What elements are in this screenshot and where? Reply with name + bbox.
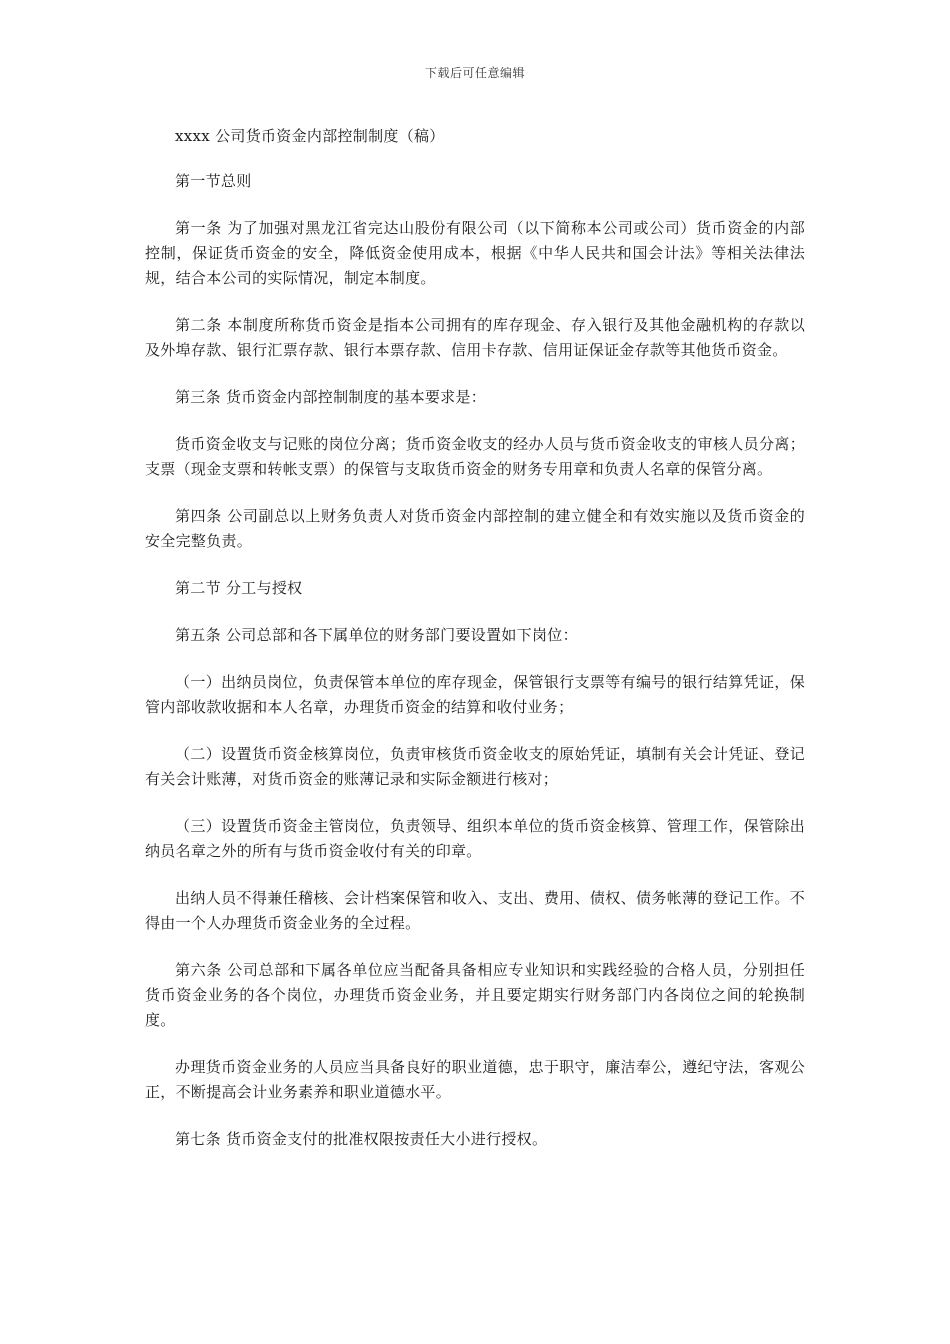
- section-heading-general: 第一节总则: [175, 172, 252, 190]
- paragraph-item-2: （二）设置货币资金核算岗位，负责审核货币资金收支的原始凭证，填制有关会计凭证、登记有关会计账薄，对货币资金的账薄记录和实际金额进行核对；: [145, 745, 805, 788]
- paragraph-ethics: 办理货币资金业务的人员应当具备良好的职业道德，忠于职守，廉洁奉公，遵纪守法，客观公正，不断提高会计业务素养和职业道德水平。: [145, 1058, 805, 1101]
- paragraph-article-2: 第二条 本制度所称货币资金是指本公司拥有的库存现金、存入银行及其他金融机构的存款以及外埠存款、银行汇票存款、银行本票存款、信用卡存款、信用证保证金存款等其他货币资金。: [145, 316, 805, 359]
- section-heading-division: 第二节 分工与授权: [175, 579, 303, 597]
- header-note: 下载后可任意编辑: [424, 66, 525, 80]
- paragraph-article-5: 第五条 公司总部和各下属单位的财务部门要设置如下岗位：: [175, 626, 578, 644]
- paragraph-item-1: （一）出纳员岗位，负责保管本单位的库存现金，保管银行支票等有编号的银行结算凭证，保管内部收款收据和本人名章，办理货币资金的结算和收付业务；: [145, 673, 805, 716]
- paragraph-article-1: 第一条 为了加强对黑龙江省完达山股份有限公司（以下简称本公司或公司）货币资金的内部控制，保证货币资金的安全，降低资金使用成本，根据《中华人民共和国会计法》等相关法律法规，结合本公司的实际情况，制定本制度。: [145, 219, 805, 287]
- paragraph-article-3: 第三条 货币资金内部控制制度的基本要求是：: [175, 388, 487, 406]
- paragraph-article-7: 第七条 货币资金支付的批准权限按责任大小进行授权。: [175, 1130, 548, 1148]
- paragraph-cashier-restriction: 出纳人员不得兼任稽核、会计档案保管和收入、支出、费用、债权、债务帐薄的登记工作。不得由一个人办理货币资金业务的全过程。: [145, 889, 805, 932]
- document-title: xxxx 公司货币资金内部控制制度（稿）: [175, 127, 445, 145]
- paragraph-item-3: （三）设置货币资金主管岗位，负责领导、组织本单位的货币资金核算、管理工作，保管除出纳员名章之外的所有与货币资金收付有关的印章。: [145, 817, 805, 860]
- paragraph-article-4: 第四条 公司副总以上财务负责人对货币资金内部控制的建立健全和有效实施以及货币资金的安全完整负责。: [145, 507, 805, 550]
- paragraph-requirements: 货币资金收支与记账的岗位分离；货币资金收支的经办人员与货币资金收支的审核人员分离；支票（现金支票和转帐支票）的保管与支取货币资金的财务专用章和负责人名章的保管分离。: [145, 435, 805, 478]
- document-body: [145, 124, 805, 1174]
- paragraph-article-6: 第六条 公司总部和下属各单位应当配备具备相应专业知识和实践经验的合格人员，分别担任货币资金业务的各个岗位，办理货币资金业务，并且要定期实行财务部门内各岗位之间的轮换制度。: [145, 961, 805, 1029]
